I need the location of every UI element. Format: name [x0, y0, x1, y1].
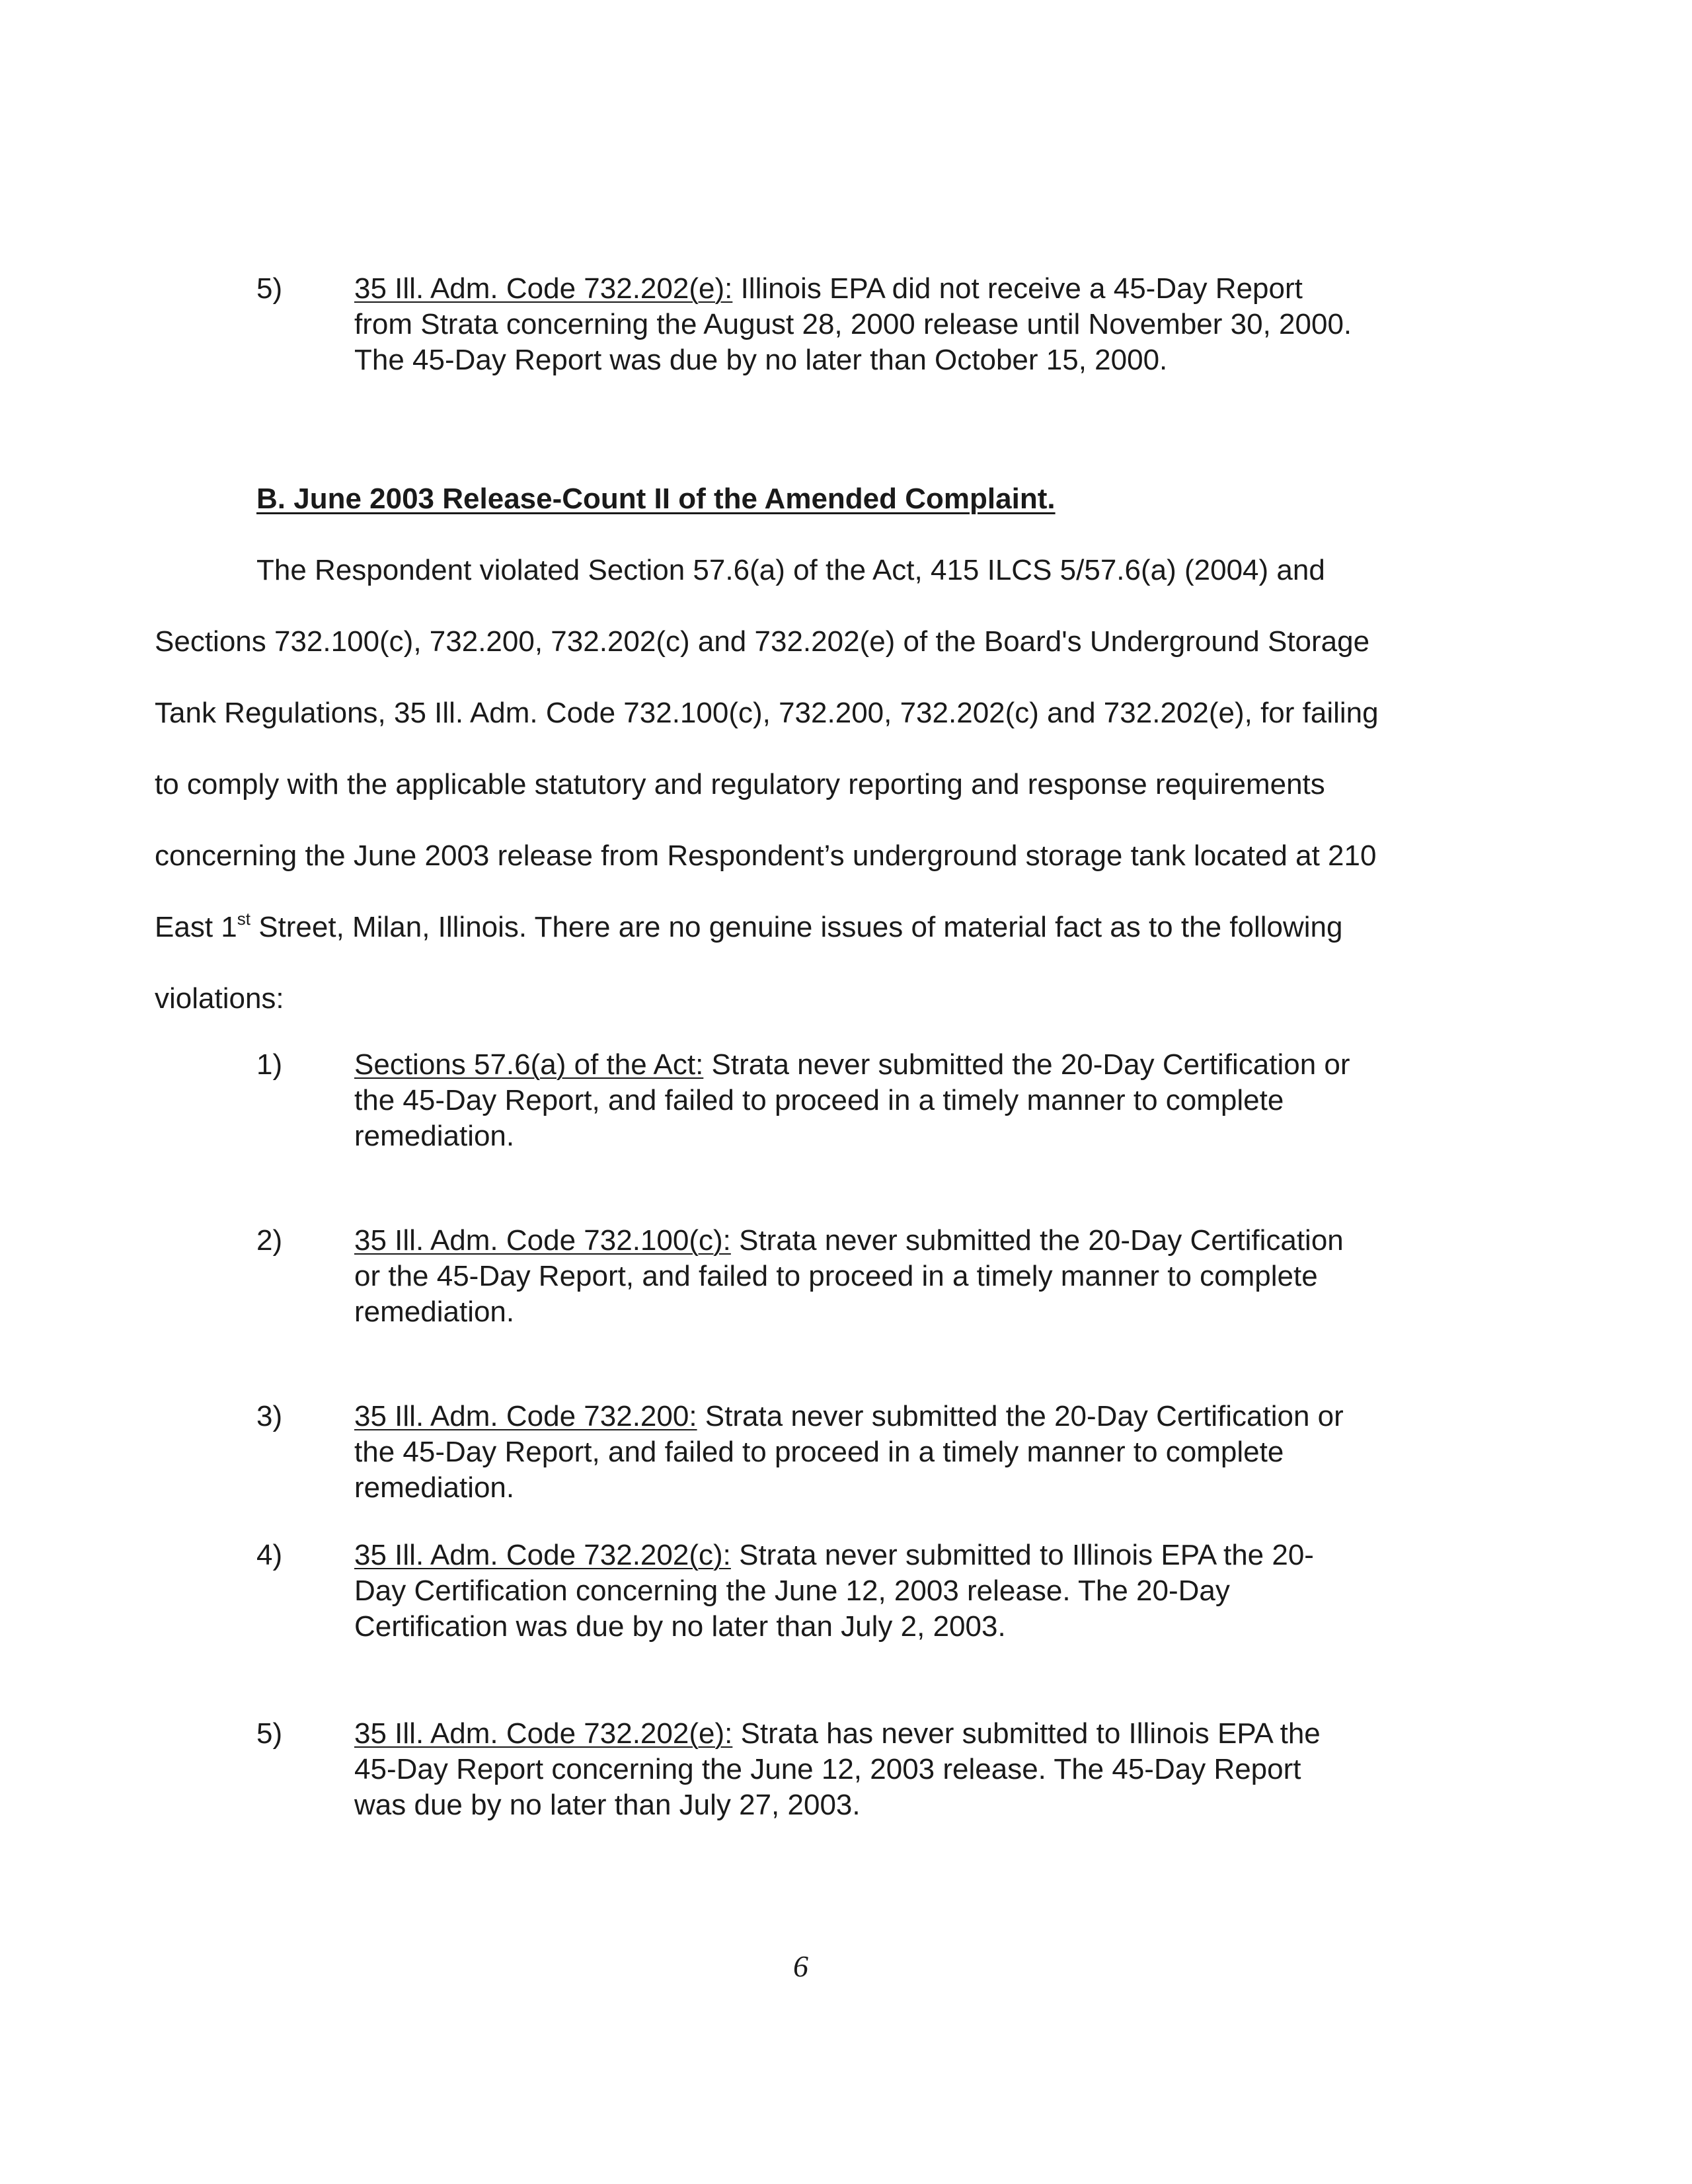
- item-citation: 35 Ill. Adm. Code 732.202(e):: [354, 272, 733, 305]
- item-number: 2): [256, 1224, 283, 1257]
- paragraph-line: The Respondent violated Section 57.6(a) of the Act, 415 ILCS 5/57.6(a) (2004) and: [256, 554, 1325, 586]
- item-body: [354, 1047, 1359, 1154]
- page-number: 6: [793, 1949, 808, 1983]
- item-number: 5): [256, 1717, 283, 1750]
- item-body: [354, 271, 1359, 378]
- item-number: 5): [256, 272, 283, 305]
- item-citation: 35 Ill. Adm. Code 732.200:: [354, 1400, 697, 1432]
- paragraph-line: violations:: [155, 982, 284, 1015]
- paragraph-line: to comply with the applicable statutory and regulatory reporting and response requirements: [155, 768, 1325, 800]
- item-text: Strata has never submitted to Illinois EPA the 45-Day Report concerning the June 12, 2003 release. The 45-Day Report was due by no later than July 27, 2003.: [354, 1717, 1321, 1821]
- line-text: East 1: [155, 911, 237, 943]
- item-citation: 35 Ill. Adm. Code 732.100(c):: [354, 1224, 731, 1257]
- item-number: 3): [256, 1400, 283, 1432]
- section-heading: B. June 2003 Release-Count II of the Amended Complaint.: [256, 483, 1056, 515]
- line-text: Street, Milan, Illinois. There are no genuine issues of material fact as to the following: [250, 911, 1343, 943]
- item-text: Illinois EPA did not receive a 45-Day Report from Strata concerning the August 28, 2000 release until November 30, 2000. The 45-Day Report was due by no later than October 15, 2000.: [354, 272, 1352, 376]
- paragraph-line: concerning the June 2003 release from Respondent’s underground storage tank located at 210: [155, 839, 1377, 872]
- item-citation: 35 Ill. Adm. Code 732.202(c):: [354, 1539, 731, 1571]
- item-text: Strata never submitted the 20-Day Certification or the 45-Day Report, and failed to proceed in a timely manner to complete remediation.: [354, 1400, 1344, 1504]
- item-number: 4): [256, 1539, 283, 1571]
- item-number: 1): [256, 1048, 283, 1081]
- item-body: [354, 1223, 1359, 1330]
- paragraph-line: Sections 732.100(c), 732.200, 732.202(c) and 732.202(e) of the Board's Underground Storage: [155, 625, 1370, 658]
- item-citation: Sections 57.6(a) of the Act:: [354, 1048, 704, 1081]
- item-text: Strata never submitted to Illinois EPA the 20-Day Certification concerning the June 12, 2003 release. The 20-Day Certification was due by no later than July 2, 2003.: [354, 1539, 1314, 1643]
- ordinal-superscript: st: [237, 909, 250, 929]
- item-body: [354, 1399, 1359, 1506]
- item-body: [354, 1538, 1359, 1645]
- item-text: Strata never submitted the 20-Day Certification or the 45-Day Report, and failed to proceed in a timely manner to complete remediation.: [354, 1048, 1350, 1152]
- item-text: Strata never submitted the 20-Day Certification or the 45-Day Report, and failed to proceed in a timely manner to complete remediation.: [354, 1224, 1344, 1328]
- paragraph-line: [155, 910, 1342, 945]
- paragraph-line: Tank Regulations, 35 Ill. Adm. Code 732.100(c), 732.200, 732.202(c) and 732.202(e), for failing: [155, 697, 1379, 729]
- item-body: [354, 1716, 1359, 1823]
- item-citation: 35 Ill. Adm. Code 732.202(e):: [354, 1717, 733, 1750]
